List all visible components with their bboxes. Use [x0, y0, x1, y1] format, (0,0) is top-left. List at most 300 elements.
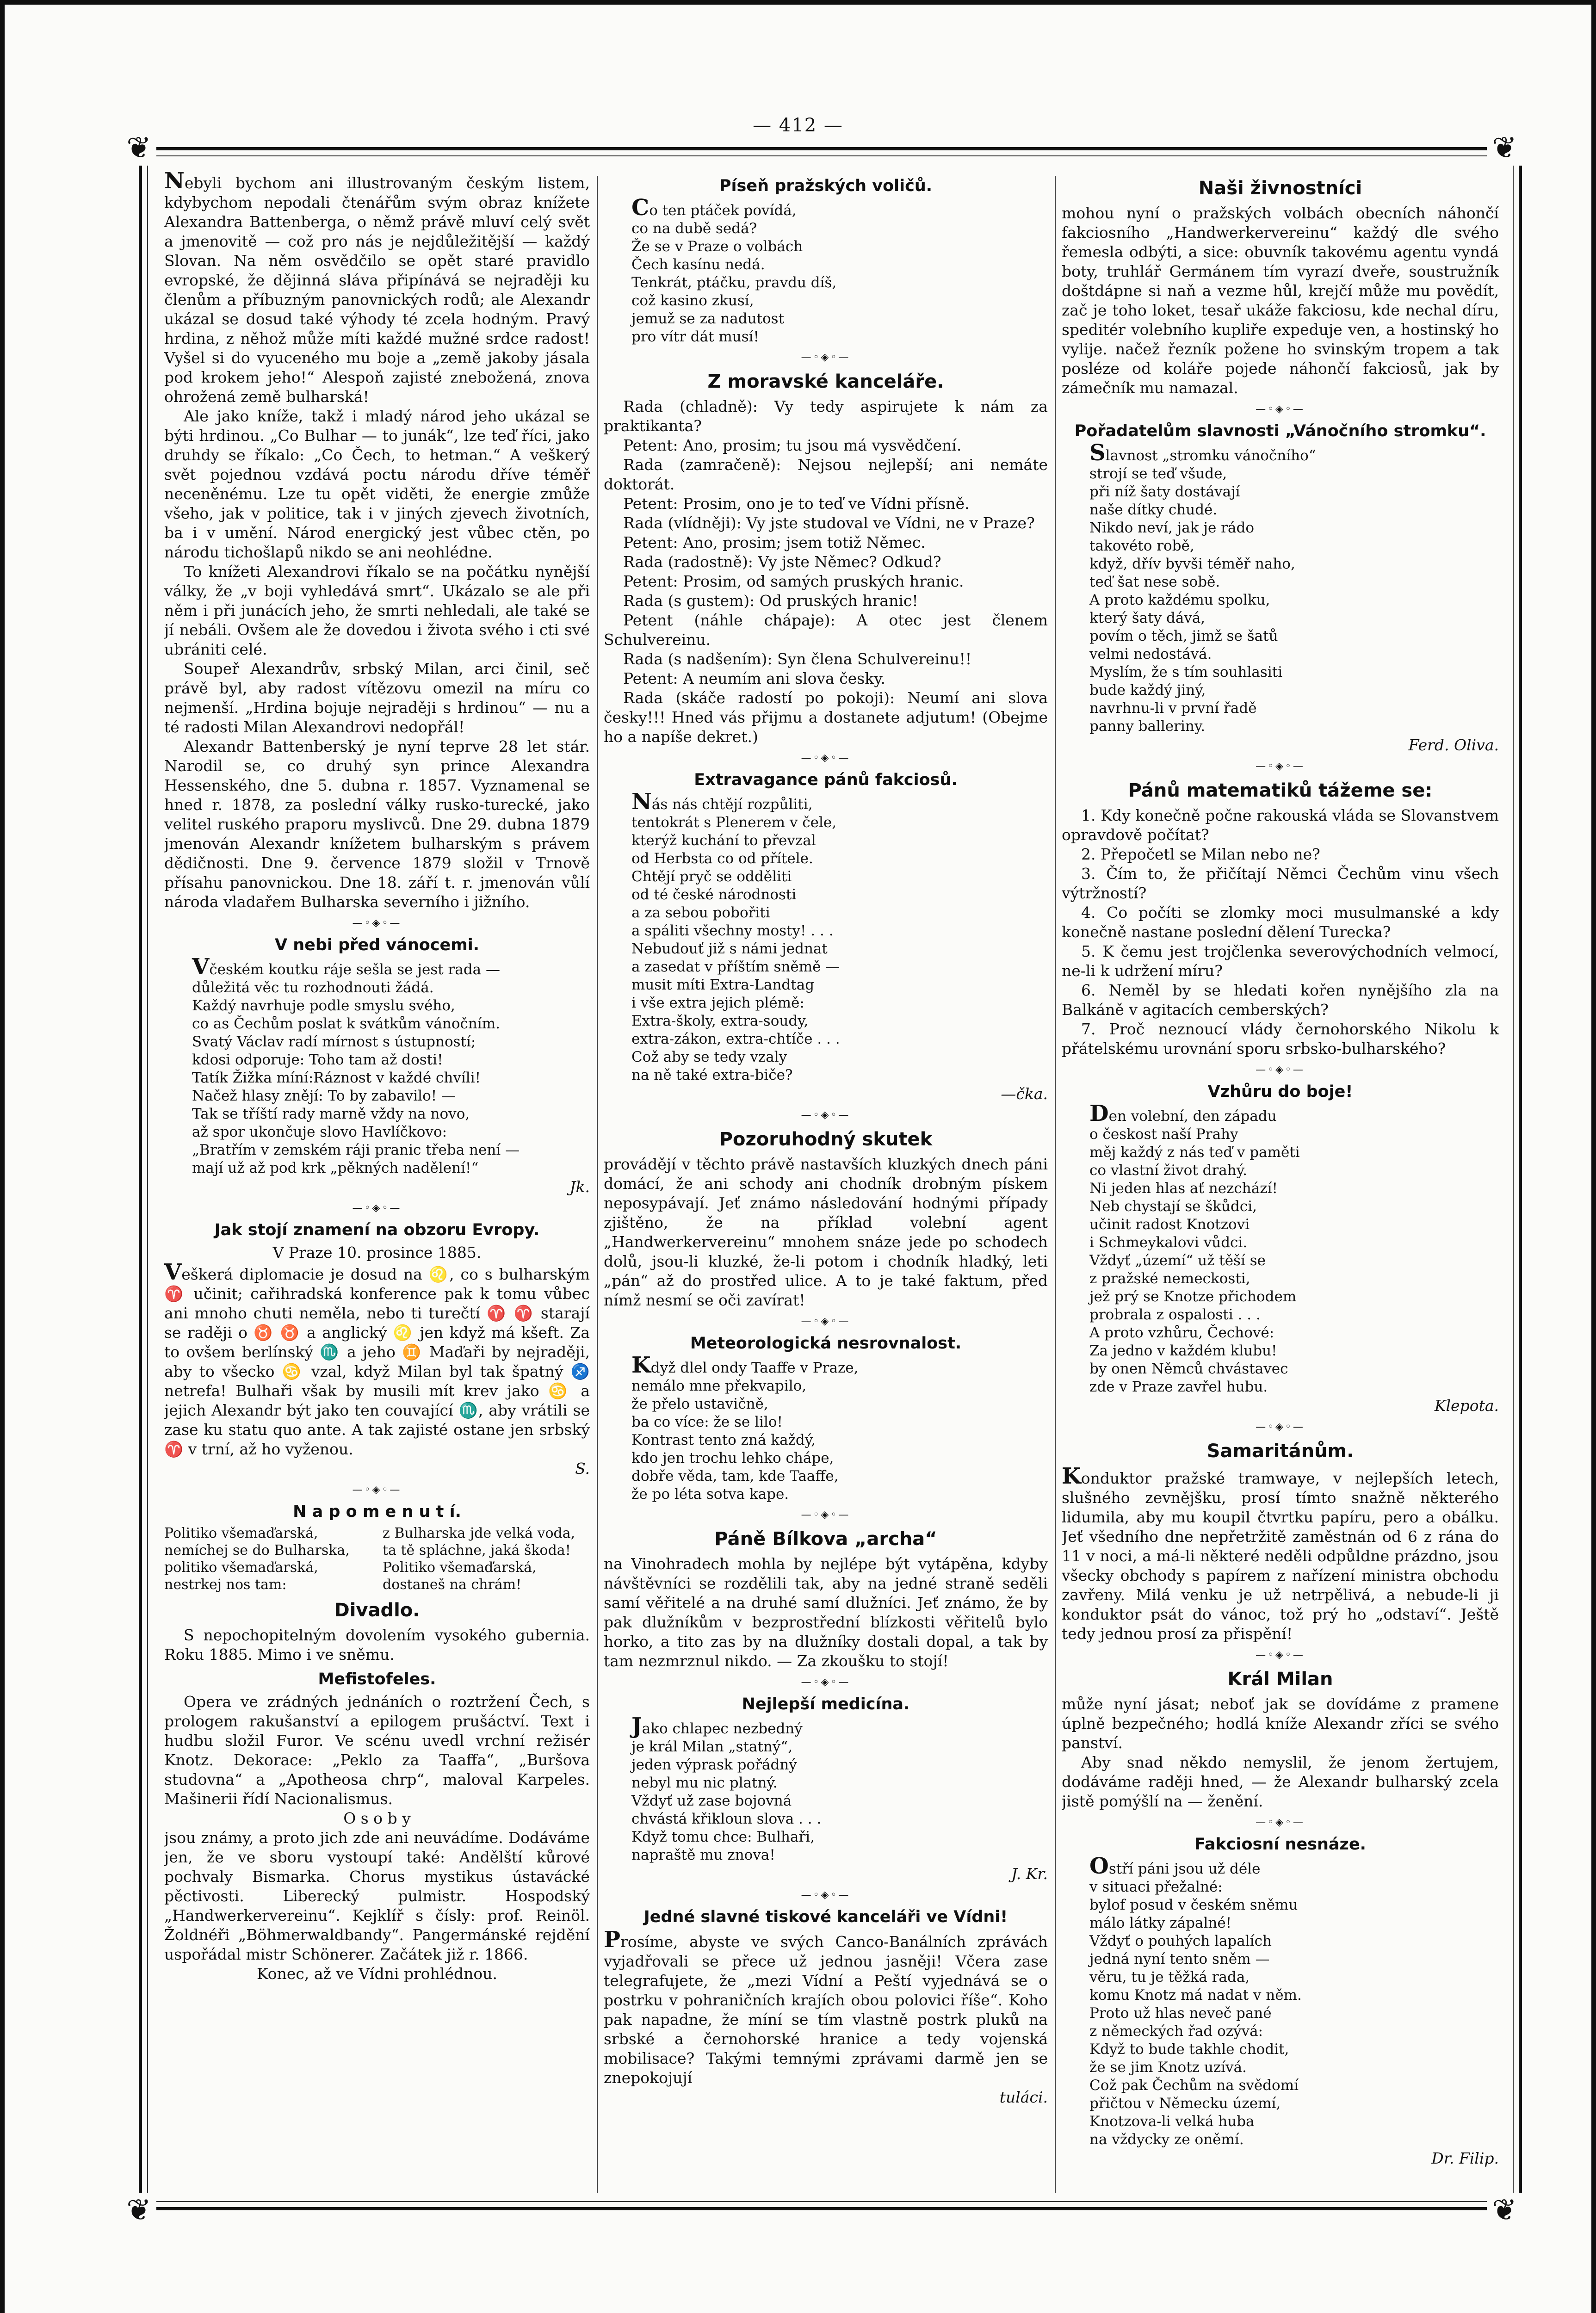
list-item: Rada (chladně): Vy tedy aspirujete k nám za praktikanta?	[604, 397, 1048, 435]
article-paragraph: provádějí v těchto právě nastavších kluzkých dnech páni domácí, že ani schody ani chodník drobným pískem neposypávají. Jeť známo následování hodnými případy zjištěno, že na příklad volební agent „Handwerkervereinu“ mnohem snáze jede po schodech dolů, jsou-li kluzké, že-li potom i chodník hladký, leti „pán“ až do prostřed ulice. A to je také faktum, před nímž nesmí se oči zavírat!	[604, 1155, 1048, 1309]
poem-line-text: A proto vzhůru, Čechové:	[1089, 1324, 1274, 1341]
poem-line-text: kdosi odporuje: Toho tam až dosti!	[192, 1051, 443, 1068]
article-text: rosíme, abyste ve svých Canco-Banálních zprávách vyjadřovali se přece už jednou jasněji! Včera zase telegrafujete, že „mezi Vídní a Peští vyjednává se o postrku v pohraničních krajích obou polovici říše“. Koho pak napadne, že míní se tím vlastně postrk pluků na srbské a černohorské hranice a tedy vojenská mobilisace? Takými temnými zprávami darmě jen se znepokojují	[604, 1933, 1048, 2087]
poem-line	[1089, 609, 1499, 627]
poem-line-text: z německých řad ozývá:	[1089, 2023, 1263, 2040]
poem-line-text: Tak se tříští rady marně vždy na novo,	[192, 1106, 470, 1122]
poem-line-text: který šaty dává,	[1089, 610, 1206, 626]
poem-line	[631, 940, 1048, 958]
poem-line-text: Tenkrát, ptáčku, pravdu díš,	[631, 274, 837, 291]
poem-line-text: nebyl mu nic platný.	[631, 1775, 778, 1791]
section-separator: —◦◈◦—	[1256, 761, 1305, 772]
article-title: Jedné slavné tiskové kanceláři ve Vídni!	[643, 1908, 1008, 1926]
poem-line-text: A proto každému spolku,	[1089, 592, 1270, 608]
poem-line-text: stří páni jsou už déle	[1108, 1861, 1261, 1877]
poem-line-text: ba co více: že se lilo!	[631, 1414, 783, 1430]
poem-line-text: bylof posud v českém sněmu	[1089, 1897, 1298, 1913]
poem-line	[1089, 1968, 1499, 1986]
poem-line	[631, 1756, 1048, 1774]
section-separator: —◦◈◦—	[352, 917, 402, 929]
play-title: Mefistofeles.	[318, 1670, 436, 1688]
poem-line-text: chvástá křikloun slova . . .	[631, 1811, 822, 1827]
poem-line-text: Když tomu chce: Bulhaři,	[631, 1829, 815, 1845]
poem-line	[1089, 2059, 1499, 2077]
signature: —čka.	[1001, 1085, 1048, 1103]
section-separator: —◦◈◦—	[801, 752, 851, 764]
poem-line-text: dyž dlel ondy Taaffe v Praze,	[650, 1360, 859, 1376]
poem-line	[631, 904, 1048, 922]
poem-title: Pořadatelům slavnosti „Vánočního stromku“.	[1074, 422, 1486, 440]
drop-cap: P	[604, 1927, 621, 1953]
poem-line-text: z pražské nemeckosti,	[1089, 1270, 1250, 1287]
list-item: Petent: Prosim, ono je to teď ve Vídni přísně.	[623, 495, 970, 513]
poem-fakciosni	[1062, 1853, 1499, 2149]
poem-line-text: o ten ptáček povídá,	[649, 202, 797, 219]
poem-line	[192, 954, 590, 980]
poem-line-text: co na dubě sedá?	[631, 220, 757, 237]
poem-line	[1089, 1932, 1499, 1950]
poem-line-text: Což aby se tedy vzaly	[631, 1049, 787, 1065]
poem-line-text: Za jedno v každém klubu!	[1089, 1342, 1277, 1359]
poem-line-text: navrhnu-li v první řadě	[1089, 700, 1257, 717]
napomenuti-verses	[164, 1525, 590, 1593]
section-separator: —◦◈◦—	[801, 1676, 851, 1688]
section-title: Naši živnostníci	[1198, 178, 1362, 199]
poem-line-text: Proto už hlas neveč pané	[1089, 2005, 1272, 2022]
article-paragraph	[604, 1927, 1048, 2088]
poem-line-text: komu Knotz má nadat v něm.	[1089, 1987, 1302, 2004]
page-number: — 412 —	[753, 115, 843, 136]
poem-line-text: extra-zákon, extra-chtíče . . .	[631, 1031, 840, 1047]
poem-line	[1089, 465, 1499, 483]
poem-line-text: při níž šaty dostávají	[1089, 483, 1240, 500]
poem-line-text: Nikdo neví, jak je rádo	[1089, 519, 1254, 536]
poem-line	[1089, 1360, 1499, 1378]
poem-line	[631, 1413, 1048, 1431]
poem-line-text: jemuž se za nadutost	[631, 310, 785, 327]
poem-line	[631, 1792, 1048, 1810]
poem-line-text: Myslím, že s tím souhlasiti	[1089, 664, 1283, 680]
poem-line	[1089, 1378, 1499, 1396]
drop-cap: O	[1089, 1853, 1109, 1879]
poem-line-text: přičtou v Německu území,	[1089, 2095, 1281, 2112]
poem-line	[192, 1159, 590, 1177]
poem-line	[631, 1377, 1048, 1395]
poem-line	[631, 310, 1048, 328]
poem-line	[1089, 1950, 1499, 1968]
poem-line	[631, 274, 1048, 292]
poem-line	[1089, 645, 1499, 663]
poem-line	[1089, 483, 1499, 501]
poem-line-text: a za sebou pobořiti	[631, 904, 770, 921]
poem-medicina	[604, 1713, 1048, 1864]
poem-line	[631, 1012, 1048, 1030]
poem-line-text: takovéto robě,	[1089, 538, 1194, 554]
section-separator: —◦◈◦—	[801, 1109, 851, 1121]
poem-line-text: pro vítr dát musí!	[631, 328, 760, 345]
poem-line	[1089, 1198, 1499, 1216]
poem-title: Meteorologická nesrovnalost.	[690, 1334, 962, 1353]
poem-line	[631, 958, 1048, 976]
lead-paragraph: Ale jako kníže, takž i mladý národ jeho ukázal se býti hrdinou. „Co Bulhar — to junák“, lze teď říci, jako druhdy se říkalo: „Co Čech, to hetman.“ A veškerý svět pojednou vzdává poctu národu dříve téměř neceněnému. Lze tu opět viděti, že energie zmůže všeho, jak v politice, tak i v jiných zjevech životních, ba i v umění. Národ energický jest vůbec ctěn, po národu tichošlapů nikdo se ani neohlédne.	[164, 407, 590, 561]
poem-line	[631, 886, 1048, 904]
section-separator: —◦◈◦—	[1256, 1649, 1305, 1661]
poem-line-text: Knotzova-li velká huba	[1089, 2113, 1255, 2130]
poem-line	[631, 1810, 1048, 1828]
list-item: 1. Kdy konečně počne rakouská vláda se Slovanstvem opravdově počítat?	[1062, 806, 1499, 844]
lead-article	[164, 171, 590, 407]
section-separator: —◦◈◦—	[801, 1889, 851, 1901]
article-title: Jak stojí znamení na obzoru Evropy.	[214, 1221, 540, 1239]
signature: S.	[575, 1460, 590, 1478]
list-item: Rada (zamračeně): Nejsou nejlepší; ani nemáte doktorát.	[604, 456, 1048, 493]
section-title: Pánů matematiků tážeme se:	[1128, 780, 1433, 801]
section-separator: —◦◈◦—	[352, 1484, 402, 1496]
poem-line-text: naše dítky chudé.	[1089, 501, 1218, 518]
section-separator: —◦◈◦—	[801, 352, 851, 363]
list-item: Petent: A neumím ani slova česky.	[623, 669, 885, 687]
poem-line	[1089, 1126, 1499, 1144]
poem-line	[1089, 1234, 1499, 1252]
list-item: 7. Proč neznoucí vlády černohorského Nikolu k přátelskému urovnání sporu srbsko-bulharského?	[1062, 1020, 1499, 1058]
poem-line	[631, 1395, 1048, 1413]
poem-line-text: Chtějí pryč se odděliti	[631, 868, 792, 885]
poem-title: Nejlepší medicína.	[742, 1695, 910, 1713]
poem-line	[1089, 1853, 1499, 1879]
lead-paragraph: Alexandr Battenberský je nyní teprve 28 let stár. Narodil se, co druhý syn prince Alexandra Hessenského, dne 5. dubna r. 1857. Vyznamenal se hned r. 1878, za poslední války rusko-turecké, jako velitel ruského praporu myslivců. Dne 29. dubna 1879 jmenován Alexandr knížetem bulharským s právem dědičnosti. Dne 9. července 1879 složil v Trnově přísahu panovnickou. Dne 18. září t. r. jmenován vůlí národa vladařem Bulharska severního i jižního.	[164, 737, 590, 911]
list-item: Petent: Prosim, od samých pruských hranic.	[623, 572, 964, 590]
list-item: Rada (s gustem): Od pruských hranic!	[623, 592, 918, 610]
poem-line	[1089, 1162, 1499, 1180]
poem-line-text: málo látky zápalné!	[1089, 1915, 1232, 1931]
poem-line-text: učinit radost Knotzovi	[1089, 1216, 1250, 1233]
list-item: Rada (radostně): Vy jste Němec? Odkud?	[623, 553, 941, 571]
poem-line	[1089, 2095, 1499, 2113]
poem-line-text: v situaci přežalné:	[1089, 1879, 1223, 1895]
poem-line	[631, 1713, 1048, 1739]
poem-line	[192, 1051, 590, 1069]
poem-line	[631, 922, 1048, 940]
poem-line-text: Čech kasínu nedá.	[631, 256, 765, 273]
poem-line-text: strojí se teď všude,	[1089, 465, 1227, 482]
dialogue	[604, 397, 1048, 747]
poem-line-text: lavnost „stromku vánočního“	[1105, 447, 1316, 464]
poem-line	[631, 1738, 1048, 1756]
poem-line	[1089, 1986, 1499, 2004]
poem-line-text: měj každý z nás teď v paměti	[1089, 1144, 1300, 1161]
section-separator: —◦◈◦—	[352, 1202, 402, 1214]
article-paragraph: mohou nyní o pražských volbách obecních náhončí fakciosního „Handwerkervereinu“ každý dle svého řemesla odbýti, a sice: obuvník takovému agentu vyndá boty, truhlář Germánem tím vyrazí dveře, soustružník doštdápne si naň a vezme hůl, krejčí může mu povědít, zač je toho loket, tesař ukáže fakciosu, kde nechal díru, speditér volebního kupliře expeduje ven, a hostinský ho vylije. načež řezník požene ho svinským tropem a tak posléze od koláře pojede náhončí fakciosů, jak by zámečník mu namazal.	[1062, 204, 1499, 397]
poem-line-text: by onen Němců chvástavec	[1089, 1361, 1288, 1377]
column-rule	[597, 176, 598, 2193]
column-rule	[1055, 176, 1056, 2193]
poem-line-text: ako chlapec nezbedný	[642, 1720, 803, 1737]
poem-line	[192, 979, 590, 997]
poem-line-text: Vždyť už zase bojovná	[631, 1793, 792, 1809]
poem-line	[192, 1105, 590, 1123]
section-separator: —◦◈◦—	[1256, 403, 1305, 415]
poem-title: Fakciosní nesnáze.	[1194, 1835, 1366, 1854]
poem-line-text: na ně také extra-biče?	[631, 1067, 793, 1083]
signature: Dr. Filip.	[1431, 2149, 1499, 2167]
list-item: 6. Neměl by se hledati kořen nynějšího zla na Balkáně v agitacích cemberských?	[1062, 981, 1499, 1019]
drop-cap: K	[631, 1352, 651, 1378]
poem-line	[1089, 519, 1499, 537]
drop-cap: C	[631, 195, 650, 221]
column-middle	[604, 171, 1048, 2197]
poem-extravagance	[604, 789, 1048, 1084]
poem-line	[1089, 537, 1499, 555]
poem-line	[631, 256, 1048, 274]
poem-line-text: zde v Praze zavřel hubu.	[1089, 1379, 1268, 1395]
poem-line	[1089, 1306, 1499, 1324]
rebus-text: eškerá diplomacie je dosud na ♌, co s bulharským ♈ učinit; cařihradská konference pak k tomu vůbec ani mnoho chuti neměla, nebo ti turečtí ♈ ♈ starají se raději o ♉ ♉ a anglický ♌ jen když má kšeft. Za to ovšem berlínský ♏ a jeho ♊ Maďaři by nejraději, aby to všecko ♋ vzal, když Milan byl tak špatný ♐ netrefa! Bulhaři však by musili mít krev jako ♋ a jejich Alexandr být jako ten couvající ♏, aby vrátili se zase ku statu quo ante. A tak zajisté ostane jen srbský ♈ v trní, až ho vyženou.	[164, 1265, 590, 1458]
column-left	[164, 171, 590, 2197]
poem-line	[1089, 2041, 1499, 2059]
poem-line-text: že se jim Knotz uzívá.	[1089, 2059, 1247, 2076]
poem-title: Píseň pražských voličů.	[719, 177, 933, 195]
poem-line	[1089, 2004, 1499, 2022]
poem-line-text: Kontrast tento zná každý,	[631, 1432, 816, 1448]
poem-line	[631, 1352, 1048, 1378]
article-paragraph: může nyní jásat; neboť jak se dovídáme z pramene úplně bezpečného; hodlá kníže Alexandr zříci se svého panství.	[1062, 1695, 1499, 1752]
poem-line-text: Že se v Praze o volbách	[631, 238, 803, 255]
list-item: 5. K čemu jest trojčlenka severovýchodních velmocí, ne-li k udržení míru?	[1062, 942, 1499, 980]
poem-line-text: Vždyť o pouhých lapalích	[1089, 1933, 1272, 1949]
verse-right: z Bulharska jde velká voda, ta tě spláchne, jaká škoda! Politiko všemaďarská, dostaneš na chrám!	[383, 1525, 575, 1593]
poem-line-text: jež prý se Knotze přichodem	[1089, 1288, 1297, 1305]
poem-line-text: Extra-školy, extra-soudy,	[631, 1013, 809, 1029]
poem-pisen	[604, 195, 1048, 346]
poem-line-text: probrala z ospalosti . . .	[1089, 1306, 1261, 1323]
poem-line	[1089, 573, 1499, 591]
poem-line-text: Svatý Václav radí mírnost s ústupností;	[192, 1033, 476, 1050]
drop-cap: N	[164, 171, 185, 194]
poem-line	[1089, 627, 1499, 645]
poem-line	[1089, 681, 1499, 699]
poem-line-text: napraště mu znova!	[631, 1847, 775, 1863]
cast-heading: O s o b y	[343, 1809, 411, 1827]
poem-line-text: kdo jen trochu lehko chápe,	[631, 1450, 834, 1466]
poem-line-text: co as Čechům poslat k svátkům vánočním.	[192, 1015, 500, 1032]
poem-line-text: nemálo mne překvapilo,	[631, 1378, 807, 1394]
poem-line-text: povím o těch, jimž se šatů	[1089, 628, 1278, 644]
list-item: 4. Co počíti se zlomky moci musulmanské a kdy konečně nastane poslední dělení Turecka?	[1062, 903, 1499, 941]
poem-line-text: což kasino zkusí,	[631, 292, 754, 309]
poem-line-text: Ni jeden hlas ať nezchází!	[1089, 1180, 1278, 1197]
article-paragraph: na Vinohradech mohla by nejlépe být vytápěna, kdyby návštěvníci se rozdělili tak, aby na jedné straně seděli samí věřitelé a na druhé samí dlužníci. Jeť známo, že by pak dlužníkům v bezprostřední blízkosti věřitelů bylo horko, a tito zas by na dlužníky dostali dopal, a tak by tam nezmrznul nikdo. — Za zkoušku to stojí!	[604, 1555, 1048, 1670]
poem-line	[631, 850, 1048, 868]
article-paragraph	[1062, 1463, 1499, 1644]
poem-line-text: en volební, den západu	[1108, 1108, 1277, 1125]
poem-line	[1089, 1342, 1499, 1360]
poem-line-text: na vždycky ze oněmí.	[1089, 2131, 1244, 2148]
poem-line-text: českém koutku ráje sešla se jest rada —	[209, 961, 501, 978]
poem-line-text: tentokrát s Plenerem v čele,	[631, 814, 837, 831]
list-item: Petent: Ano, prosim; tu jsou má vysvědčení.	[623, 436, 962, 454]
poem-line	[631, 1467, 1048, 1485]
poem-line-text: Když to bude takhle chodit,	[1089, 2041, 1289, 2058]
section-title: Král Milan	[1227, 1669, 1333, 1690]
poem-line-text: až spor ukončuje slovo Havlíčkovo:	[192, 1124, 447, 1140]
signature: Jk.	[569, 1178, 590, 1196]
question-list	[1062, 806, 1499, 1058]
poem-line	[631, 220, 1048, 238]
poem-line-text: co vlastní život drahý.	[1089, 1162, 1247, 1179]
poem-line-text: i vše extra jejich plémě:	[631, 995, 804, 1011]
poem-line	[1089, 440, 1499, 466]
dateline: V Praze 10. prosince 1885.	[272, 1243, 482, 1262]
poem-line	[192, 1069, 590, 1087]
poem-line-text: o českost naší Prahy	[1089, 1126, 1238, 1143]
poem-line-text: důležitá věc tu rozhodnouti žádá.	[192, 979, 434, 996]
poem-line-text: dobře věda, tam, kde Taaffe,	[631, 1468, 839, 1484]
poem-line	[1089, 1216, 1499, 1234]
poem-line-text: mají už až pod krk „pěkných nadělení!“	[192, 1160, 479, 1176]
corner-ornament-icon: ❦	[121, 130, 156, 166]
poem-line	[1089, 717, 1499, 736]
poem-line	[631, 292, 1048, 310]
poem-line	[1089, 663, 1499, 681]
poem-line-text: jeden výprask pořádný	[631, 1756, 797, 1773]
poem-line-text: i Schmeykalovi vůdci.	[1089, 1234, 1248, 1251]
drop-cap: J	[631, 1713, 642, 1739]
poem-line	[192, 1123, 590, 1141]
poem-title: V nebi před vánocemi.	[274, 936, 480, 954]
poem-line	[1089, 1252, 1499, 1270]
drop-cap: K	[1062, 1463, 1081, 1489]
article-text: onduktor pražské tramwaye, v nejlepších letech, slušného zevnějšku, prosí tímto snažně některého lidumila, aby mu koupil čtvrtku papíru, pero a obálku. Jeť všedního dne nepřetržitě zaměstnán od 6 z rána do 11 v noci, a má-li některé neděli odpůldne prázdno, jsou všecky obchody s papírem z nařízení ministra obchodu zavřeny. Milá venku je už netrpělivá, a nebude-li ji konduktor psát do vánoc, tož prý ho „odstaví“. Ještě tedy jednou prosí za přispění!	[1062, 1469, 1499, 1643]
poem-line	[1089, 1288, 1499, 1306]
poem-line	[631, 1030, 1048, 1048]
poem-line-text: ás nás chtějí rozpůliti,	[651, 796, 813, 813]
poem-line-text: že přelo ustavičně,	[631, 1396, 768, 1412]
poem-line	[192, 1141, 590, 1159]
poem-line	[192, 1015, 590, 1033]
poem-line-text: jedná nyní tento sněm —	[1089, 1951, 1270, 1967]
drop-cap: V	[164, 1259, 182, 1285]
drop-cap: V	[192, 954, 210, 980]
poem-line	[1089, 2022, 1499, 2041]
list-item: Petent: Ano, prosim; jsem totiž Němec.	[623, 533, 926, 551]
lead-paragraph: ebyli bychom ani illustrovaným českým listem, kdybychom nepodali čtenářům svým obraz knížete Alexandra Battenberga, o němž právě mluví celý svět a jmenovitě — což pro nás je nejdůležitější — každý Slovan. Na něm osvědčilo se opět staré pravidlo evropské, že dějinná sláva připínává se nejraději ku členům a příbuzným panovnických rodů; ale Alexandr ukázal se dosud také výhody té zcela hodným. Pravý hrdina, z něhož může míti každé mužné srdce radost! Vyšel si do vyuceného mu boje a „země jakoby jásala pod krokem jeho!“ Alespoň zajisté znebožená, znova ohrožená země bulharská!	[164, 174, 590, 406]
section-separator: —◦◈◦—	[1256, 1064, 1305, 1076]
poem-line	[631, 789, 1048, 815]
poem-line	[1089, 555, 1499, 573]
poem-line	[192, 1033, 590, 1051]
poem-line-text: a zasedat v příštím sněmě —	[631, 959, 840, 975]
poem-stromek	[1062, 440, 1499, 736]
section-title: Pozoruhodný skutek	[719, 1129, 933, 1150]
lead-paragraph: Soupeř Alexandrův, srbský Milan, arci činil, seč právě byl, aby radost vítězovu omezil na míru co nejmenší. „Hrdina bojuje nejraději s hrdinou“ — nu a té radosti Milan Alexandrovi nedopřál!	[164, 660, 590, 736]
poem-line-text: Načež hlasy znějí: To by zabavilo! —	[192, 1088, 456, 1104]
poem-line	[1089, 1101, 1499, 1126]
poem-line	[631, 976, 1048, 994]
poem-line-text: Každý navrhuje podle smyslu svého,	[192, 997, 455, 1014]
poem-line-text: Nebudouť již s námi jednat	[631, 940, 828, 957]
section-title: Samaritánům.	[1206, 1441, 1354, 1462]
poem-line-text: musit míti Extra-Landtag	[631, 977, 815, 993]
poem-line	[1089, 2131, 1499, 2149]
poem-line-text: že po léta sotva kape.	[631, 1486, 789, 1503]
poem-line-text: od té české národnosti	[631, 886, 797, 903]
poem-line	[631, 1066, 1048, 1084]
section-separator: —◦◈◦—	[1256, 1421, 1305, 1433]
poem-line	[631, 994, 1048, 1012]
poem-line	[1089, 501, 1499, 519]
poem-line	[1089, 2113, 1499, 2131]
poem-line-text: věru, tu je těžká rada,	[1089, 1969, 1250, 1985]
lead-paragraph: To knížeti Alexandrovi říkalo se na počátku nynější války, že „v boji vyhledává smrt“. Ukázalo se ale při něm i při junácích jeho, že smrti nehledali, ale také se jí nebáli. Ovšem ale že dovedou i života svého i cti své ubrániti celé.	[164, 563, 590, 658]
poem-line-text: je král Milan „statný“,	[631, 1738, 793, 1755]
theatre-paragraph: jsou známy, a proto jich zde ani neuvádíme. Dodáváme jen, že ve sboru vystoupí také: Andělští kůrové pochvaly Bismarka. Chorus mystikus ústavácké pěctivosti. Liberecký pulmistr. Hospodský „Handwerkervereinu“. Kejklíř s čísly: prof. Reinöl. Žoldnéři „Böhmerwaldbandy“. Pangermánské rejdění uspořádal mistr Schönerer. Začátek již r. 1866.	[164, 1829, 590, 1963]
poem-line-text: Což pak Čechům na svědomí	[1089, 2077, 1299, 2094]
poem-line	[631, 238, 1048, 256]
poem-line	[1089, 1144, 1499, 1162]
signature: Ferd. Oliva.	[1408, 736, 1499, 754]
column-right	[1062, 171, 1499, 2197]
theatre-intro: S nepochopitelným dovolením vysokého gubernia. Roku 1885. Mimo i ve sněmu.	[164, 1626, 590, 1664]
poem-line	[631, 1774, 1048, 1792]
poem-line	[631, 832, 1048, 850]
poem-line	[1089, 699, 1499, 717]
drop-cap: S	[1089, 440, 1106, 466]
poem-line-text: velmi nedostává.	[1089, 646, 1212, 662]
poem-line	[1089, 1896, 1499, 1914]
poem-line	[1089, 1324, 1499, 1342]
poem-line	[631, 1431, 1048, 1449]
poem-line	[631, 868, 1048, 886]
poem-line-text: Vždyť „území“ už těší se	[1089, 1252, 1266, 1269]
poem-line	[1089, 1914, 1499, 1932]
poem-title: Vzhůru do boje!	[1207, 1082, 1353, 1101]
article-title: N a p o m e n u t í.	[293, 1503, 461, 1521]
poem-line-text: „Bratřím v zemském ráji pranic třeba není —	[192, 1142, 520, 1158]
poem-line-text: kterýž kuchání to převzal	[631, 832, 816, 849]
list-item: Rada (s nadšením): Syn člena Schulvereinu!!	[623, 650, 972, 668]
section-separator: —◦◈◦—	[801, 1316, 851, 1327]
poem-title: Extravagance pánů fakciosů.	[694, 771, 958, 789]
list-item: Petent (náhle chápaje): A otec jest členem Schulvereinu.	[604, 611, 1048, 649]
poem-line	[631, 1846, 1048, 1864]
signature: J. Kr.	[1011, 1865, 1048, 1883]
section-title: Z moravské kanceláře.	[707, 371, 944, 392]
poem-vzhuru	[1062, 1101, 1499, 1396]
poem-line-text: Tatík Žižka míní:Ráznost v každé chvíli!	[192, 1070, 481, 1086]
verse-left: Politiko všemaďarská, nemíchej se do Bulharska, politiko všemaďarská, nestrkej nos tam:	[164, 1525, 350, 1593]
drop-cap: D	[1089, 1101, 1109, 1126]
signature: tuláci.	[999, 2088, 1048, 2106]
poem-line-text: a spáliti všechny mosty! . . .	[631, 922, 834, 939]
poem-line	[631, 1485, 1048, 1503]
list-item: Rada (vlídněji): Vy jste studoval ve Vídni, ne v Praze?	[623, 514, 1035, 532]
article-paragraph: Aby snad někdo nemyslil, že jenom žertujem, dodáváme raději hned, — že Alexandr bulharský zcela jistě pomýšlí na — ženění.	[1062, 1753, 1499, 1810]
poem-line	[1089, 1270, 1499, 1288]
poem-line-text: teď šat nese sobě.	[1089, 574, 1220, 590]
section-title: Páně Bílkova „archa“	[714, 1528, 937, 1550]
poem-line	[1089, 1180, 1499, 1198]
poem-line	[631, 814, 1048, 832]
poem-line	[192, 1087, 590, 1105]
list-item: 2. Přepočetl se Milan nebo ne?	[1081, 845, 1320, 863]
poem-line-text: od Herbsta co od přítele.	[631, 850, 813, 867]
poem-line-text: když, dřív byvši téměř naho,	[1089, 556, 1295, 572]
poem-line	[631, 328, 1048, 346]
poem-line-text: panny balleriny.	[1089, 718, 1206, 735]
corner-ornament-icon: ❦	[121, 2193, 156, 2228]
section-separator: —◦◈◦—	[801, 1509, 851, 1521]
poem-line	[631, 1048, 1048, 1066]
